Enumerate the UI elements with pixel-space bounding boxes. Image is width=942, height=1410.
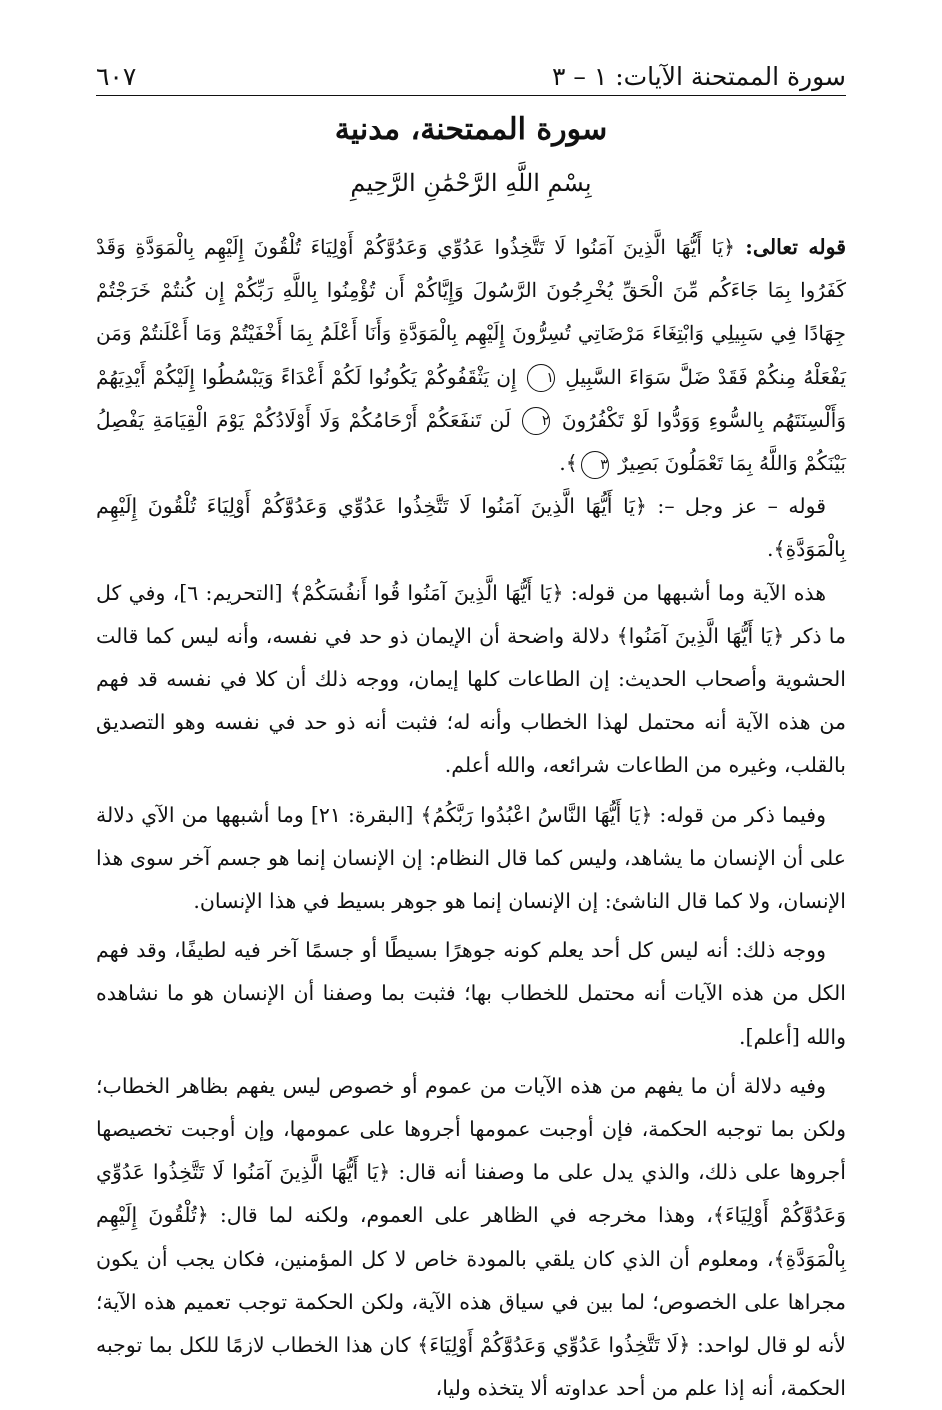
verses-paragraph <box>96 226 846 485</box>
page-number: ٦٠٧ <box>96 62 137 91</box>
basmala: بِسْمِ اللَّهِ الرَّحْمَٰنِ الرَّحِيمِ <box>350 169 592 197</box>
ayah-number-3: ٣ <box>581 451 609 479</box>
running-header <box>96 58 846 92</box>
page-body <box>96 226 846 1410</box>
verses-lead: قوله تعالى: <box>734 235 846 259</box>
ayah-number-2: ٢ <box>522 407 550 435</box>
surah-title: سورة الممتحنة، مدنية <box>334 112 608 147</box>
verse-text-3: لَن تَنفَعَكُمْ أَرْحَامُكُمْ وَلَا أَوْلَادُكُمْ يَوْمَ الْقِيَامَةِ يَفْصِلُ بَيْنَكُمْ وَاللَّهُ بِمَا تَعْمَلُونَ بَصِيرٌ <box>96 407 846 476</box>
commentary-paragraph: وفيه دلالة أن ما يفهم من هذه الآيات من عموم أو خصوص ليس يفهم بظاهر الخطاب؛ ولكن بما توجبه الحكمة، فإن أوجبت عمومها أجروها على عمومها، وإن أوجبت تخصيصها أجروها على ذلك، والذي يدل على ما وصفنا أنه قال: ﴿يَا أَيُّهَا الَّذِينَ آمَنُوا لَا تَتَّخِذُوا عَدُوِّي وَعَدُوَّكُمْ أَوْلِيَاءَ﴾، وهذا مخرجه في الظاهر على العموم، ولكنه لما قال: ﴿تُلْقُونَ إِلَيْهِم بِالْمَوَدَّةِ﴾، ومعلوم أن الذي كان يلقي بالمودة خاص لا كل المؤمنين، فكان يجب أن يكون مجراها على الخصوص؛ لما بين في سياق هذه الآية، ولكن الحكمة توجب تعميم هذه الآية؛ لأنه لو قال لواحد: ﴿لَا تَتَّخِذُوا عَدُوِّي وَعَدُوَّكُمْ أَوْلِيَاءَ﴾ كان هذا الخطاب لازمًا للكل بما توجبه الحكمة، أنه إذا علم من أحد عداوته ألا يتخذه وليا، <box>96 1073 846 1401</box>
verses-close: ﴾. <box>559 451 578 476</box>
commentary-paragraph: وفيما ذكر من قوله: ﴿يَا أَيُّهَا النَّاسُ اعْبُدُوا رَبَّكُمُ﴾ [البقرة: ٢١] وما أشبهها من الآي دلالة على أن الإنسان ما يشاهد، وليس كما قال النظام: إن الإنسان إنما هو جسم آخر سوى هذا الإنسان، ولا كما قال الناشئ: إن الإنسان إنما هو جوهر بسيط في هذا الإنسان. <box>96 802 846 914</box>
commentary-paragraph: هذه الآية وما أشبهها من قوله: ﴿يَا أَيُّهَا الَّذِينَ آمَنُوا قُوا أَنفُسَكُمْ﴾ [التحريم: ٦]، وفي كل ما ذكر ﴿يَا أَيُّهَا الَّذِينَ آمَنُوا﴾ دلالة واضحة أن الإيمان ذو حد في نفسه، وأنه ليس كما قالت الحشوية وأصحاب الحديث: إن الطاعات كلها إيمان، ووجه ذلك أن كلا في نفسه قد فهم من هذه الآية أنه محتمل لهذا الخطاب وأنه له؛ فثبت أنه ذو حد في نفسه وهو التصديق بالقلب، وغيره من الطاعات شرائعه، والله أعلم. <box>96 580 846 778</box>
verse-text-1: ﴿يَا أَيُّهَا الَّذِينَ آمَنُوا لَا تَتَّخِذُوا عَدُوِّي وَعَدُوَّكُمْ أَوْلِيَاءَ تُلْقُونَ إِلَيْهِم بِالْمَوَدَّةِ وَقَدْ كَفَرُوا بِمَا جَاءَكُم مِّنَ الْحَقِّ يُخْرِجُونَ الرَّسُولَ وَإِيَّاكُمْ أَن تُؤْمِنُوا بِاللَّهِ رَبِّكُمْ إِن كُنتُمْ خَرَجْتُمْ جِهَادًا فِي سَبِيلِي وَابْتِغَاءَ مَرْضَاتِي تُسِرُّونَ إِلَيْهِم بِالْمَوَدَّةِ وَأَنَا أَعْلَمُ بِمَا أَخْفَيْتُمْ وَمَا أَعْلَنتُمْ وَمَن يَفْعَلْهُ مِنكُمْ فَقَدْ ضَلَّ سَوَاءَ السَّبِيلِ <box>96 235 846 389</box>
commentary-paragraph: قوله – عز وجل –: ﴿يَا أَيُّهَا الَّذِينَ آمَنُوا لَا تَتَّخِذُوا عَدُوِّي وَعَدُوَّكُمْ أَوْلِيَاءَ تُلْقُونَ إِلَيْهِم بِالْمَوَدَّةِ﴾. <box>96 494 846 562</box>
ayah-number-1: ١ <box>527 364 555 392</box>
running-title: سورة الممتحنة الآيات: ١ – ٣ <box>552 62 846 91</box>
verse-text-2: إِن يَثْقَفُوكُمْ يَكُونُوا لَكُمْ أَعْدَاءً وَيَبْسُطُوا إِلَيْكُمْ أَيْدِيَهُمْ وَأَلْسِنَتَهُم بِالسُّوءِ وَوَدُّوا لَوْ تَكْفُرُونَ <box>96 364 846 432</box>
commentary-paragraph: ووجه ذلك: أنه ليس كل أحد يعلم كونه جوهرًا بسيطًا أو جسمًا آخر فيه لطيفًا، وقد فهم الكل من هذه الآيات أنه محتمل للخطاب بها؛ فثبت بما وصفنا أن الإنسان هو ما نشاهده والله [أعلم]. <box>96 938 846 1049</box>
header-rule <box>96 95 846 96</box>
